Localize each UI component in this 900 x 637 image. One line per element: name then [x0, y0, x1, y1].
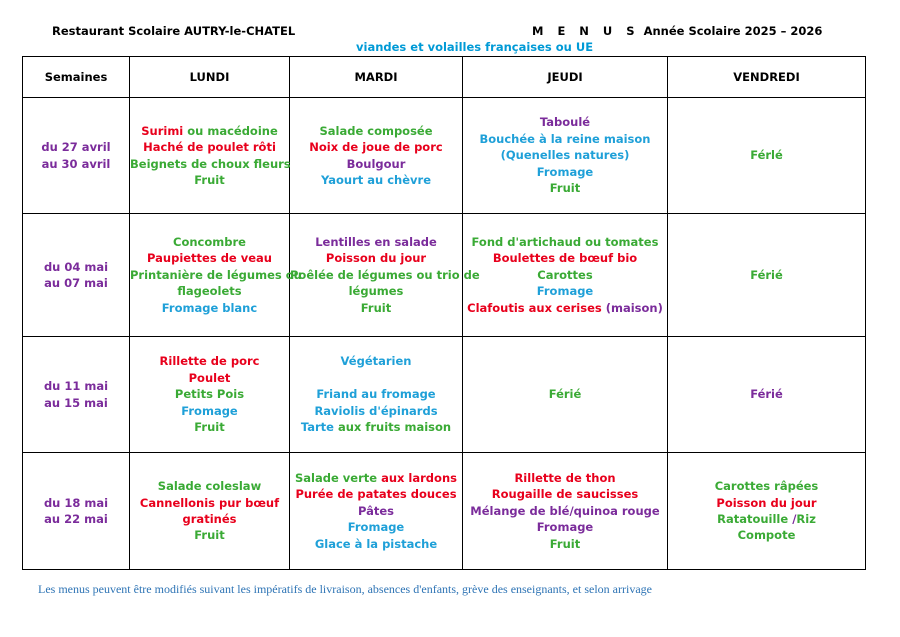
menu-cell-jeudi [463, 337, 668, 453]
dish-line [130, 156, 289, 172]
dish-text: Férié [548, 387, 582, 402]
dish-line [463, 470, 667, 486]
column-header-lundi: LUNDI [130, 57, 290, 98]
dish-line [290, 536, 462, 552]
dish-line [290, 470, 462, 486]
dish-text: Mélange de blé/quinoa rouge [470, 503, 660, 518]
dish-text: flageolets [177, 284, 242, 299]
dish-line [290, 139, 462, 155]
dish-text: Fruit [549, 181, 581, 196]
menu-table-body [23, 98, 866, 570]
menu-cell-vendredi [668, 98, 866, 214]
dish-line [130, 495, 289, 511]
week-start: du 04 mai [43, 259, 109, 274]
dish-line [463, 283, 667, 299]
dish-line [290, 403, 462, 419]
dish-text: Taboulé [539, 115, 591, 130]
dish-text: Fromage [536, 164, 594, 179]
blank-line [290, 370, 462, 386]
dish-text: Carottes [537, 267, 593, 282]
dish-text: Ratatouille [717, 512, 789, 526]
dish-line [130, 478, 289, 494]
dish-line [463, 180, 667, 196]
column-header-mardi: MARDI [290, 57, 463, 98]
menu-cell-jeudi [463, 453, 668, 570]
dish-text: Compote [737, 528, 796, 543]
menu-cell-vendredi [668, 214, 866, 337]
dish-line [668, 147, 865, 163]
dish-line [290, 267, 480, 283]
dish-line [130, 267, 302, 283]
table-row [23, 214, 866, 337]
dish-line [130, 250, 289, 266]
week-start: du 11 mai [43, 379, 109, 394]
dish-line [463, 519, 667, 535]
dish-text: / [788, 512, 797, 526]
dish-text: Friand au fromage [316, 387, 436, 402]
dish-line [290, 300, 462, 316]
dish-line [130, 419, 289, 435]
dish-text: Fromage blanc [161, 300, 258, 315]
dish-text: Carottes râpées [714, 479, 819, 494]
dish-line [668, 478, 865, 494]
dish-line [463, 250, 667, 266]
dish-text: Rougaille de saucisses [491, 487, 639, 502]
dish-text: Bouchée à la reine maison [479, 131, 651, 146]
meat-origin-subtitle: viandes et volailles françaises ou UE [356, 40, 594, 54]
dish-text: Yaourt au chèvre [320, 172, 431, 187]
dish-text: Concombre [173, 234, 246, 249]
dish-line [290, 486, 462, 502]
dish-text: aux lardons [377, 470, 457, 485]
dish-line [463, 486, 667, 502]
dish-text: Férlé [750, 148, 783, 163]
dish-line [290, 172, 462, 188]
dish-line [130, 527, 289, 543]
menu-cell-lundi [130, 337, 290, 453]
dish-text: (maison) [601, 300, 663, 315]
dish-line [130, 139, 289, 155]
dish-text: Petits Pois [174, 387, 245, 402]
dish-text: Fruit [194, 528, 225, 543]
dish-text: Printanière de légumes ou [130, 267, 302, 282]
dish-text: Fromage [181, 403, 238, 418]
dish-text: Végétarien [340, 354, 412, 369]
dish-line [290, 419, 462, 435]
dish-line [130, 300, 289, 316]
menu-cell-lundi [130, 453, 290, 570]
dish-text: Fromage [347, 520, 405, 535]
dish-line [668, 267, 865, 283]
dish-line [130, 386, 289, 402]
dish-text: Salade coleslaw [157, 479, 262, 494]
dish-text: Fruit [360, 300, 392, 315]
dish-line [130, 370, 289, 386]
dish-line [463, 164, 667, 180]
dish-line [463, 536, 667, 552]
dish-text: Poulet [188, 370, 231, 385]
dish-text: ou macédoine [183, 123, 278, 138]
dish-line [463, 147, 667, 163]
week-end: au 07 mai [44, 276, 108, 290]
footer-note: Les menus peuvent être modifiés suivant les impératifs de livraison, absences d'enfants, grève des enseignants, et selon arrivage [38, 582, 652, 596]
dish-text: Férié [750, 387, 783, 402]
school-year: Année Scolaire 2025 – 2026 [643, 24, 823, 38]
table-header-row [23, 57, 866, 98]
dish-text: Poisson du jour [325, 251, 427, 266]
menu-cell-lundi [130, 98, 290, 214]
week-end: au 30 avril [41, 156, 111, 171]
dish-line [290, 156, 462, 172]
restaurant-title: Restaurant Scolaire AUTRY-le-CHATEL [52, 24, 296, 38]
week-start: du 18 mai [43, 495, 109, 510]
column-header-jeudi: JEUDI [463, 57, 668, 98]
dish-text: Raviolis d'épinards [314, 403, 438, 418]
menu-cell-jeudi [463, 98, 668, 214]
week-cell [23, 337, 130, 453]
dish-line [463, 267, 667, 283]
dish-line [290, 503, 462, 519]
dish-text: Salade composée [319, 123, 433, 138]
menu-cell-mardi [290, 98, 463, 214]
menu-table [22, 56, 866, 570]
dish-text: Fond d'artichaud ou tomates [471, 234, 659, 249]
dish-text: Fromage [536, 284, 594, 299]
dish-text: aux fruits maison [333, 420, 452, 435]
menu-cell-vendredi [668, 453, 866, 570]
dish-text: Fromage [536, 520, 594, 535]
dish-text: Lentilles en salade [315, 234, 437, 249]
dish-text: Salade verte [295, 470, 378, 485]
dish-text: Haché de poulet rôti [143, 140, 276, 155]
dish-text: légumes [348, 284, 404, 299]
dish-text: Tarte [300, 420, 334, 435]
dish-text: Clafoutis aux cerises [467, 300, 602, 315]
dish-line [290, 519, 462, 535]
dish-text: Riz [796, 512, 816, 526]
dish-text: Fruit [549, 536, 581, 551]
dish-line [668, 527, 865, 543]
dish-text: Noix de joue de porc [309, 140, 443, 155]
dish-line [130, 234, 289, 250]
dish-text: gratinés [182, 512, 237, 526]
dish-text: Poêlée de légumes ou trio de [290, 267, 480, 282]
dish-line [130, 123, 289, 139]
dish-text: Pâtes [357, 503, 395, 518]
table-row [23, 453, 866, 570]
dish-line [463, 131, 667, 147]
dish-line [290, 353, 462, 369]
dish-line [130, 172, 289, 188]
menu-cell-mardi [290, 337, 463, 453]
dish-line [130, 403, 289, 419]
table-row [23, 337, 866, 453]
column-header-semaines: Semaines [23, 57, 130, 98]
dish-line [290, 250, 462, 266]
dish-line [290, 123, 462, 139]
dish-line [668, 386, 865, 402]
dish-line [463, 234, 667, 250]
week-end: au 15 mai [44, 395, 108, 410]
table-row [23, 98, 866, 214]
dish-text: Poisson du jour [716, 495, 817, 510]
dish-line [130, 511, 289, 527]
week-end: au 22 mai [44, 512, 108, 526]
menus-year-title [532, 24, 822, 38]
dish-text: Surimi [141, 123, 184, 138]
dish-text: Férié [750, 267, 783, 282]
dish-text: Glace à la pistache [314, 536, 438, 551]
dish-text: Beignets de choux fleurs [130, 156, 291, 171]
dish-line [463, 503, 667, 519]
dish-line [668, 511, 865, 527]
dish-text: Rillette de porc [159, 354, 260, 369]
dish-line [130, 283, 289, 299]
dish-text: Fruit [194, 420, 225, 435]
dish-text: Fruit [194, 172, 225, 187]
dish-text: Boulgour [346, 156, 406, 171]
menus-word: M E N U S [532, 24, 640, 38]
dish-text: Boulettes de bœuf bio [492, 251, 638, 266]
week-cell [23, 98, 130, 214]
dish-text: (Quenelles natures) [500, 148, 630, 163]
dish-line [463, 300, 667, 316]
dish-line [463, 386, 667, 402]
menu-cell-vendredi [668, 337, 866, 453]
dish-line [290, 386, 462, 402]
menu-cell-mardi [290, 214, 480, 337]
week-cell [23, 214, 130, 337]
column-header-vendredi: VENDREDI [668, 57, 866, 98]
dish-text: Paupiettes de veau [147, 251, 272, 266]
dish-text: Rillette de thon [514, 470, 616, 485]
week-start: du 27 avril [41, 140, 111, 155]
dish-text: Purée de patates douces [295, 487, 457, 502]
dish-line [130, 353, 289, 369]
dish-text: Cannellonis pur bœuf [139, 495, 280, 510]
dish-line [463, 114, 667, 130]
dish-line [290, 234, 462, 250]
menu-cell-lundi [130, 214, 302, 337]
dish-line [668, 495, 865, 511]
menu-cell-jeudi [463, 214, 668, 337]
menu-cell-mardi [290, 453, 463, 570]
dish-line [290, 283, 462, 299]
week-cell [23, 453, 130, 570]
